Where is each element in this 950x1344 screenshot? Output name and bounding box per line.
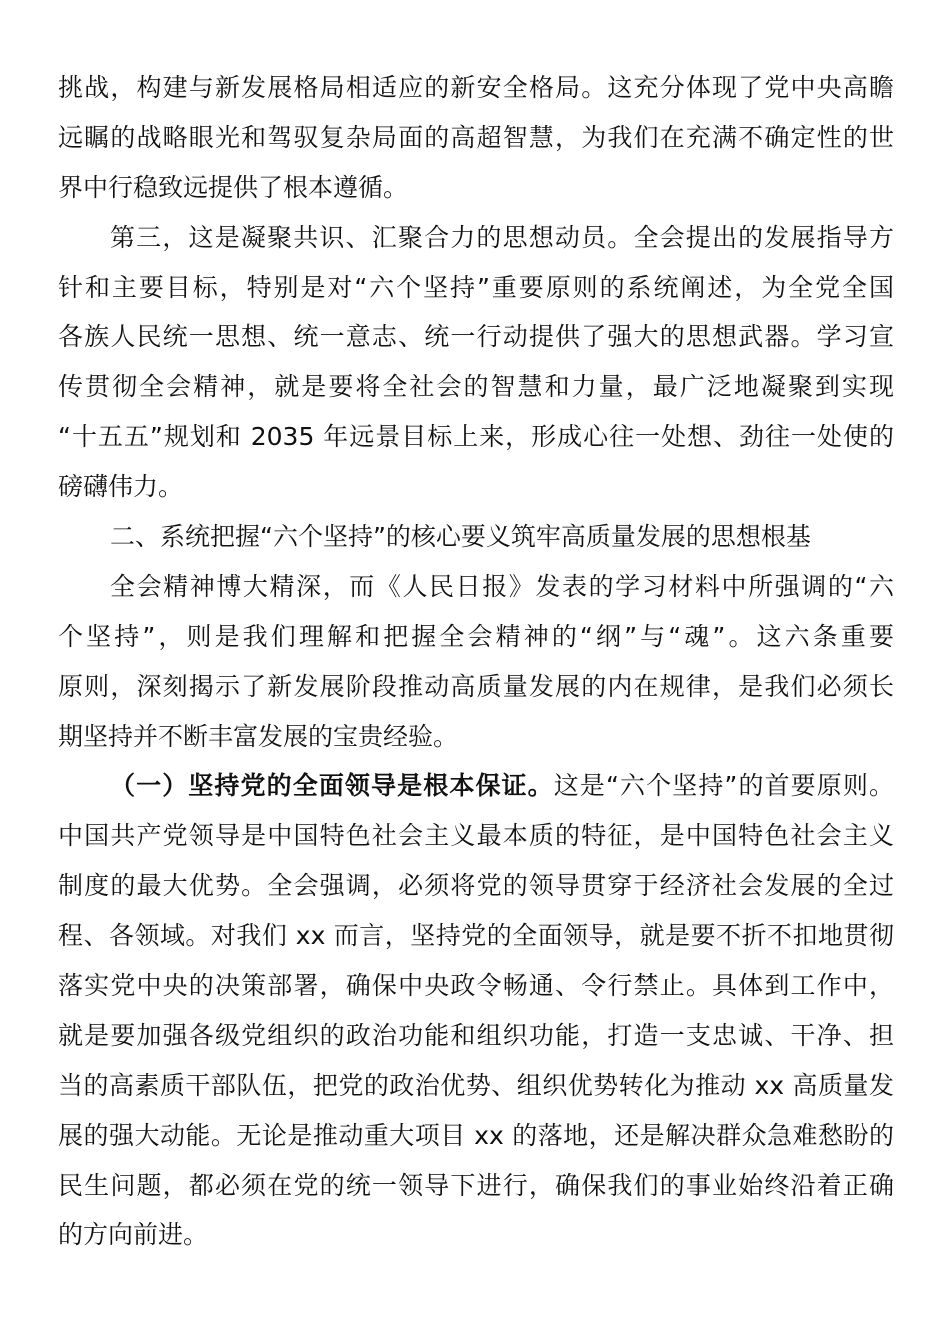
line-text: 的方向前进。: [58, 1220, 209, 1250]
paragraph-line: [58, 1011, 894, 1061]
line-text: 当的高素质干部队伍，把党的政治优势、组织优势转化为推动 xx 高质量发: [58, 1070, 894, 1100]
paragraph-line: [58, 362, 894, 412]
line-text: 磅礴伟力。: [58, 472, 184, 502]
paragraph-line: [58, 1111, 894, 1161]
line-text: 各族人民统一思想、统一意志、统一行动提供了强大的思想武器。学习宣: [58, 322, 894, 352]
paragraph-line: [58, 961, 894, 1011]
line-text: 挑战，构建与新发展格局相适应的新安全格局。这充分体现了党中央高瞻: [58, 73, 894, 102]
section-heading: [58, 512, 894, 562]
line-text: 界中行稳致远提供了根本遵循。: [58, 172, 409, 202]
line-text: “十五五”规划和 2035 年远景目标上来，形成心往一处想、劲往一处使的: [58, 422, 894, 452]
bold-lead-text: （一）坚持党的全面领导是根本保证。: [110, 771, 554, 801]
line-text: 针和主要目标，特别是对“六个坚持”重要原则的系统阐述，为全党全国: [58, 272, 894, 302]
line-text: 中国共产党领导是中国特色社会主义最本质的特征，是中国特色社会主义: [58, 821, 894, 851]
paragraph-line: [58, 861, 894, 911]
paragraph-line: [58, 562, 894, 612]
paragraph-line: [58, 712, 894, 762]
line-text: 程、各领域。对我们 xx 而言，坚持党的全面领导，就是要不折不扣地贯彻: [58, 921, 894, 951]
line-text: 就是要加强各级党组织的政治功能和组织功能，打造一支忠诚、干净、担: [58, 1020, 894, 1050]
paragraph-line: [58, 1161, 894, 1211]
paragraph-line: [58, 213, 894, 263]
paragraph-line: [58, 911, 894, 961]
paragraph-line: [58, 63, 894, 113]
line-text: 民生问题，都必须在党的统一领导下进行，确保我们的事业始终沿着正确: [58, 1170, 894, 1200]
line-text: 个坚持”，则是我们理解和把握全会精神的“纲”与“魂”。这六条重要: [58, 621, 894, 651]
paragraph-line: [58, 1061, 894, 1111]
line-text: 传贯彻全会精神，就是要将全社会的智慧和力量，最广泛地凝聚到实现: [58, 372, 894, 402]
paragraph-line: [58, 462, 894, 512]
paragraph-line: [58, 761, 894, 811]
line-text: 原则，深刻揭示了新发展阶段推动高质量发展的内在规律，是我们必须长: [58, 671, 894, 701]
line-text: 落实党中央的决策部署，确保中央政令畅通、令行禁止。具体到工作中，: [58, 971, 894, 1001]
line-text: 期坚持并不断丰富发展的宝贵经验。: [58, 721, 459, 751]
paragraph-line: [58, 263, 894, 313]
line-text: 展的强大动能。无论是推动重大项目 xx 的落地，还是解决群众急难愁盼的: [58, 1120, 894, 1150]
line-text: 制度的最大优势。全会强调，必须将党的领导贯穿于经济社会发展的全过: [58, 871, 894, 901]
line-text: 这是“六个坚持”的首要原则。: [553, 771, 894, 801]
document-page: [58, 63, 894, 1260]
paragraph-line: [58, 662, 894, 712]
paragraph-line: [58, 811, 894, 861]
line-text: 第三，这是凝聚共识、汇聚合力的思想动员。全会提出的发展指导方: [110, 222, 894, 252]
paragraph-line: [58, 113, 894, 163]
paragraph-line: [58, 1210, 894, 1260]
paragraph-line: [58, 312, 894, 362]
line-text: 全会精神博大精深，而《人民日报》发表的学习材料中所强调的“六: [110, 571, 894, 601]
line-text: 远瞩的战略眼光和驾驭复杂局面的高超智慧，为我们在充满不确定性的世: [58, 122, 894, 152]
paragraph-line: [58, 412, 894, 462]
paragraph-line: [58, 612, 894, 662]
paragraph-line: [58, 163, 894, 213]
line-text: 二、系统把握“六个坚持”的核心要义筑牢高质量发展的思想根基: [110, 522, 811, 552]
